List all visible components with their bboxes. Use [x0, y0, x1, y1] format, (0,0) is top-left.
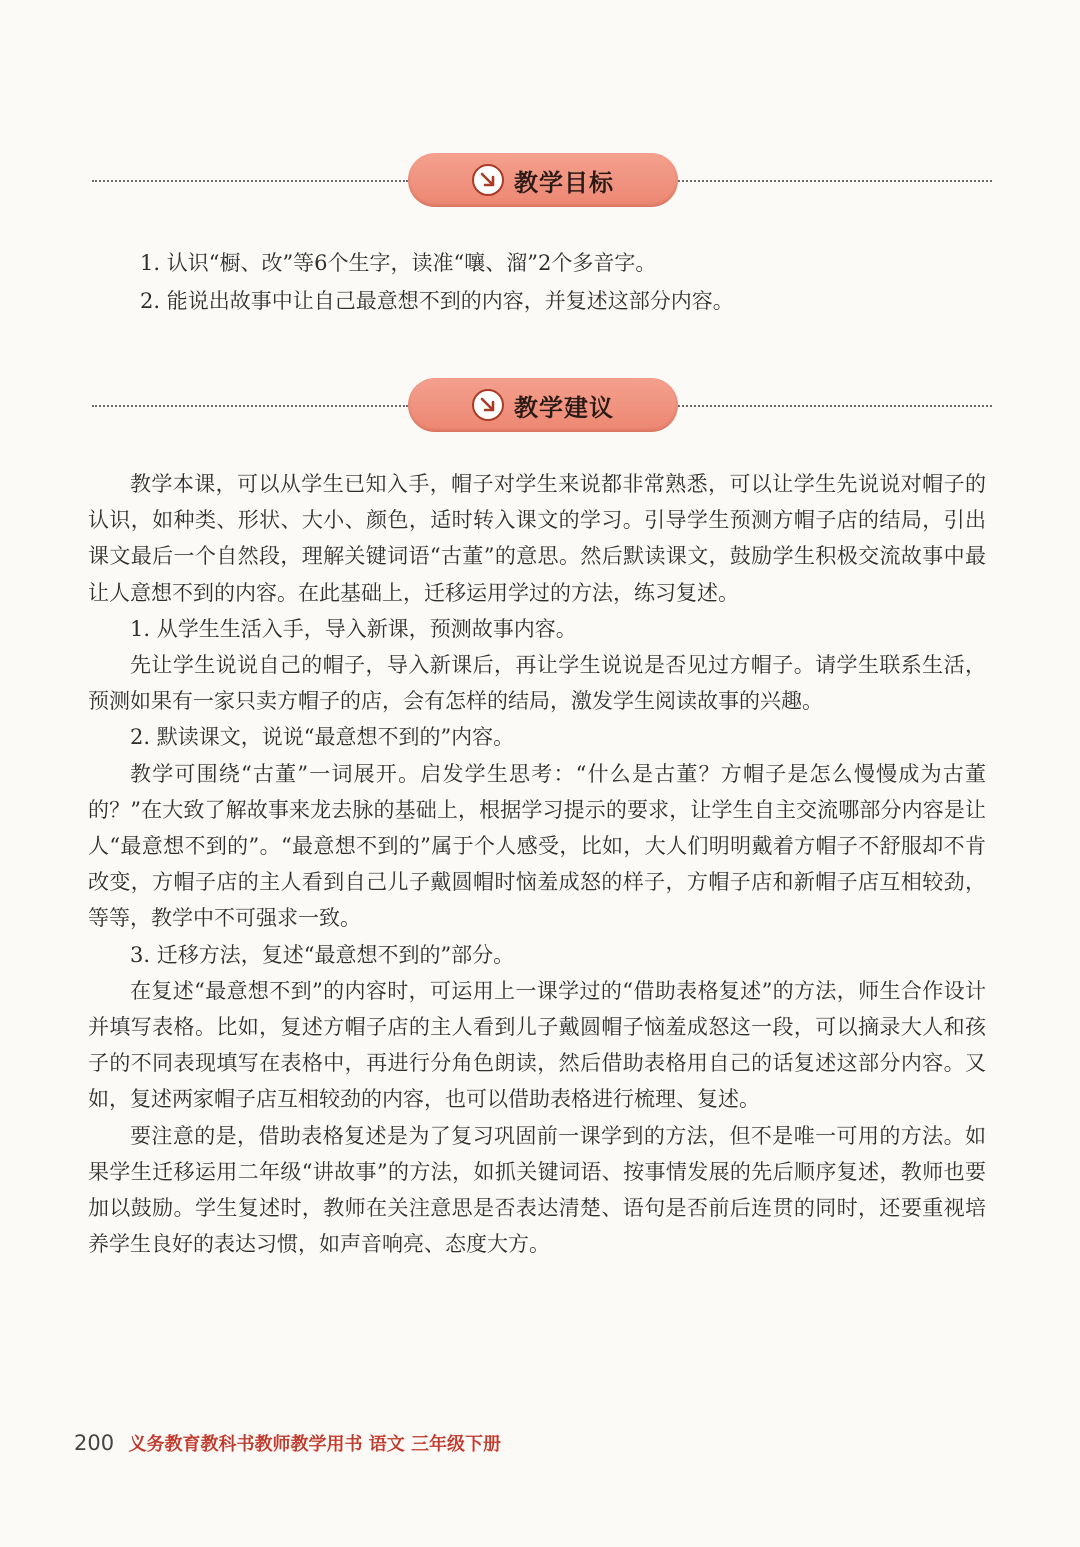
- book-title: 义务教育教科书教师教学用书 语文 三年级下册: [128, 1434, 501, 1455]
- section-badge: [408, 153, 678, 207]
- dotted-divider: [678, 405, 992, 407]
- dotted-divider: [678, 180, 992, 182]
- paragraph: 教学本课，可以从学生已知入手，帽子对学生来说都非常熟悉，可以让学生先说说对帽子的认识，如种类、形状、大小、颜色，适时转入课文的学习。引导学生预测方帽子店的结局，引出课文最后一个自然段，理解关键词语“古董”的意思。然后默读课文，鼓励学生积极交流故事中最让人意想不到的内容。在此基础上，迁移运用学过的方法，练习复述。: [88, 472, 986, 605]
- dotted-divider: [92, 405, 408, 407]
- page-number: 200: [74, 1431, 115, 1455]
- arrow-down-right-icon: [472, 389, 504, 421]
- objective-item: 1. 认识“橱、改”等6个生字，读准“嚷、溜”2个多音字。: [140, 251, 657, 275]
- dotted-divider: [92, 180, 408, 182]
- objective-item: 2. 能说出故事中让自己最意想不到的内容，并复述这部分内容。: [140, 289, 734, 313]
- section-header-suggestions: [92, 378, 992, 434]
- paragraph: 在复述“最意想不到”的内容时，可运用上一课学过的“借助表格复述”的方法，师生合作设计并填写表格。比如，复述方帽子店的主人看到儿子戴圆帽子恼羞成怒这一段，可以摘录大人和孩子的不同表现填写在表格中，再进行分角色朗读，然后借助表格用自己的话复述这部分内容。又如，复述两家帽子店互相较劲的内容，也可以借助表格进行梳理、复述。: [88, 978, 986, 1112]
- numbered-heading: 2. 默读课文，说说“最意想不到的”内容。: [130, 725, 515, 750]
- paragraph: 先让学生说说自己的帽子，导入新课后，再让学生说说是否见过方帽子。请学生联系生活，预测如果有一家只卖方帽子的店，会有怎样的结局，激发学生阅读故事的兴趣。: [88, 653, 986, 714]
- arrow-down-right-icon: [472, 164, 504, 196]
- section-header-objectives: [92, 153, 992, 209]
- suggestions-body: [88, 466, 986, 1262]
- paragraph: 要注意的是，借助表格复述是为了复习巩固前一课学到的方法，但不是唯一可用的方法。如果学生迁移运用二年级“讲故事”的方法，如抓关键词语、按事情发展的先后顺序复述，教师也要加以鼓励。学生复述时，教师在关注意思是否表达清楚、语句是否前后连贯的同时，还要重视培养学生良好的表达习惯，如声音响亮、态度大方。: [88, 1123, 986, 1257]
- page-footer: [74, 1430, 501, 1456]
- numbered-heading: 1. 从学生生活入手，导入新课，预测故事内容。: [130, 616, 577, 641]
- paragraph: 教学可围绕“古董”一词展开。启发学生思考：“什么是古董？方帽子是怎么慢慢成为古董的？”在大致了解故事来龙去脉的基础上，根据学习提示的要求，让学生自主交流哪部分内容是让人“最意想不到的”。“最意想不到的”属于个人感受，比如，大人们明明戴着方帽子不舒服却不肯改变，方帽子店的主人看到自己儿子戴圆帽时恼羞成怒的样子，方帽子店和新帽子店互相较劲，等等，教学中不可强求一致。: [88, 761, 986, 931]
- section-title: 教学目标: [514, 168, 614, 197]
- section-badge: [408, 378, 678, 432]
- numbered-heading: 3. 迁移方法，复述“最意想不到的”部分。: [130, 942, 515, 967]
- section-title: 教学建议: [514, 393, 614, 422]
